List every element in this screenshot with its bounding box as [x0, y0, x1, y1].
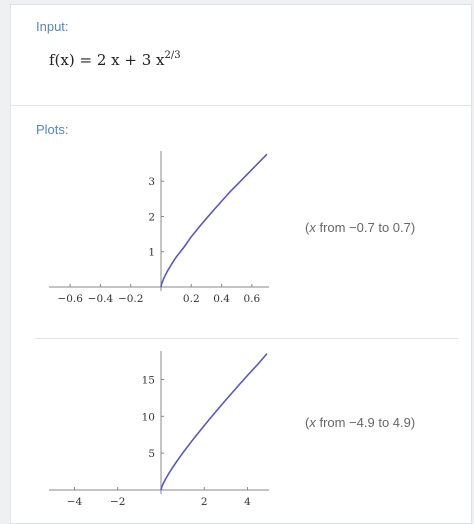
series-line [161, 154, 267, 287]
plot-1-caption [305, 220, 415, 235]
x-tick-label: −0.4 [87, 293, 114, 305]
result-card [10, 4, 472, 524]
pod-divider [11, 105, 471, 106]
x-tick-label: 4 [244, 496, 251, 508]
caption-open: ( [305, 415, 310, 430]
y-tick-label: 10 [141, 411, 155, 424]
x-tick-label: −0.2 [117, 293, 144, 305]
y-tick-label: 15 [141, 374, 155, 387]
y-tick-label: 1 [148, 246, 155, 259]
x-tick-label: −2 [109, 496, 126, 508]
plot-1-chart[interactable] [35, 145, 270, 305]
caption-variable: x [309, 220, 316, 235]
x-tick-label: 0.4 [213, 293, 230, 305]
formula-base: f(x) = 2 x + 3 x [49, 51, 165, 69]
formula-exponent: 2/3 [164, 50, 181, 61]
input-pod-title: Input: [36, 19, 69, 34]
plot-divider [35, 338, 459, 339]
input-formula [49, 50, 181, 69]
y-tick-label: 5 [148, 448, 155, 461]
x-tick-label: −0.6 [57, 293, 83, 305]
caption-open: ( [305, 220, 310, 235]
x-tick-label: 2 [200, 496, 208, 508]
y-tick-label: 3 [148, 176, 155, 189]
x-tick-label: −4 [66, 496, 83, 508]
plot-row-1 [35, 145, 465, 305]
caption-range: from −0.7 to 0.7) [315, 220, 416, 235]
caption-range: from −4.9 to 4.9) [315, 415, 416, 430]
caption-variable: x [309, 415, 316, 430]
x-tick-label: 0.6 [243, 293, 261, 305]
plot-row-2 [35, 345, 465, 510]
plot-2-caption [305, 415, 415, 430]
y-tick-label: 2 [148, 211, 155, 224]
plots-pod-title: Plots: [36, 122, 69, 137]
plot-2-chart[interactable] [35, 345, 270, 510]
x-tick-label: 0.2 [182, 293, 200, 305]
series-line [161, 354, 267, 490]
